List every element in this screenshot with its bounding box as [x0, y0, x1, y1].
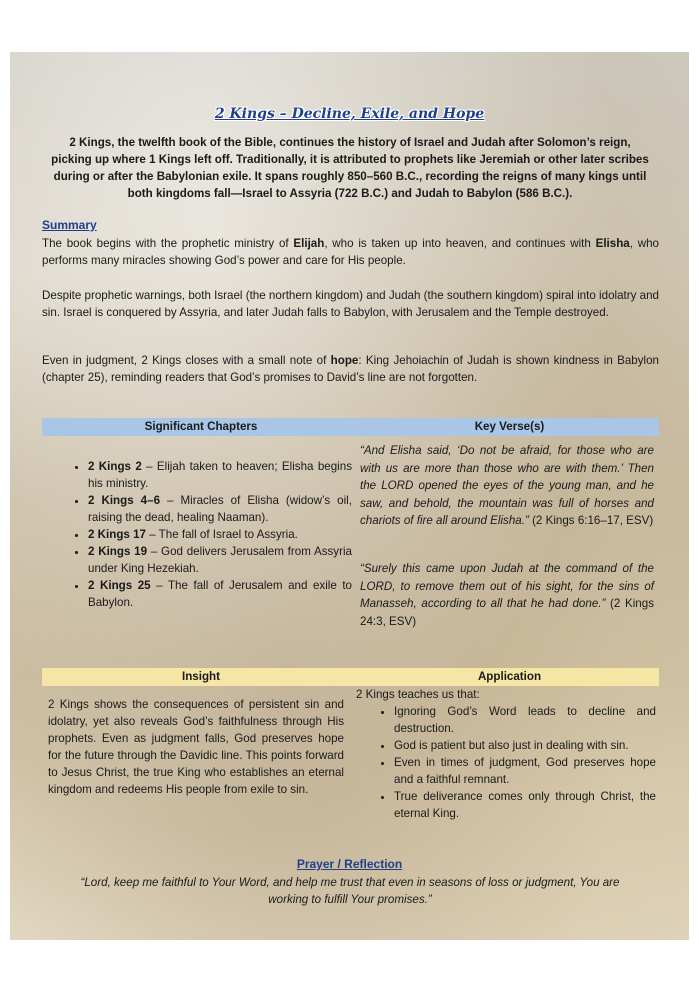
document-page — [10, 52, 689, 940]
list-item: • 2 Kings 2 – Elijah taken to heaven; Elisha begins his ministry. — [88, 458, 352, 492]
hope-bold: hope — [330, 354, 359, 367]
list-item: • God is patient but also just in dealing with sin. — [394, 737, 656, 754]
summary-text: : King Jehoiachin of Judah is shown kindness in Babylon (chapter 25), reminding readers that God’s promises to David’s line are not forgotten. — [42, 354, 660, 384]
significant-chapters-header: Significant Chapters — [42, 418, 360, 436]
prayer-heading: Prayer / Reflection — [296, 857, 403, 871]
insight-text: 2 Kings shows the consequences of persistent sin and idolatry, yet also reveals God’s faithfulness through His prophets. Even as judgment falls, God preserves hope for the future through the Davidic line. This points forward to Jesus Christ, the true King who establishes an eternal kingdom and redeems His people from exile to sin. — [48, 698, 344, 796]
summary-text: , who is taken up into heaven, and continues with — [324, 237, 596, 250]
application-header: Application — [360, 668, 659, 686]
summary-text: , who performs many miracles showing God’s power and care for His people. — [42, 237, 659, 267]
list-item: • Ignoring God’s Word leads to decline and destruction. — [394, 703, 656, 737]
application-cell — [356, 686, 656, 822]
application-intro: 2 Kings teaches us that: — [356, 688, 480, 701]
key-verse-1: “And Elisha said, ‘Do not be afraid, for those who are with us are more than those who are with them.’ Then the LORD opened the eyes of the young man, and he saw, and behold, the mountain was full of horses and chariots of fire all around Elisha.” (2 Kings 6:16–17, ESV) — [360, 444, 654, 527]
list-item: • 2 Kings 17 – The fall of Israel to Assyria. — [88, 526, 352, 543]
key-verse-2: “Surely this came upon Judah at the command of the LORD, to remove them out of his sight, for the sins of Manasseh, according to all that he had done.” (2 Kings 24:3, ESV) — [360, 562, 654, 628]
list-item: • True deliverance comes only through Christ, the eternal King. — [394, 788, 656, 822]
application-list — [356, 703, 656, 822]
list-item: • 2 Kings 25 – The fall of Jerusalem and exile to Babylon. — [88, 577, 352, 611]
summary-text: Even in judgment, 2 Kings closes with a small note of — [42, 354, 331, 367]
summary-paragraph-3 — [42, 352, 659, 386]
summary-paragraph-1 — [42, 235, 659, 269]
list-item: • 2 Kings 19 – God delivers Jerusalem from Assyria under King Hezekiah. — [88, 543, 352, 577]
list-item: • 2 Kings 4–6 – Miracles of Elisha (widow’s oil, raising the dead, healing Naaman). — [88, 492, 352, 526]
elisha-bold: Elisha — [595, 237, 630, 250]
summary-heading: Summary — [42, 218, 97, 232]
chapters-list-cell — [42, 458, 352, 611]
elijah-bold: Elijah — [293, 237, 325, 250]
summary-text: The book begins with the prophetic ministry of — [42, 237, 294, 250]
key-verses-header: Key Verse(s) — [360, 418, 659, 436]
insight-header: Insight — [42, 668, 360, 686]
prayer-text: “Lord, keep me faithful to Your Word, and help me trust that even in seasons of loss or judgment, You are working to fulfill Your promises.” — [80, 876, 620, 906]
chapters-list — [42, 458, 352, 611]
page-title: 2 Kings – Decline, Exile, and Hope — [214, 106, 485, 122]
list-item: • Even in times of judgment, God preserves hope and a faithful remnant. — [394, 754, 656, 788]
intro-paragraph: 2 Kings, the twelfth book of the Bible, continues the history of Israel and Judah after Solomon’s reign, picking up where 1 Kings left off. Traditionally, it is attributed to prophets like Jeremiah or other later scribes during or after the Babylonian exile. It spans roughly 850–560 B.C., recording the reigns of many kings until both kingdoms fall—Israel to Assyria (722 B.C.) and Judah to Babylon (586 B.C.). — [51, 136, 649, 200]
summary-paragraph-2: Despite prophetic warnings, both Israel (the northern kingdom) and Judah (the southern kingdom) spiral into idolatry and sin. Israel is conquered by Assyria, and later Judah falls to Babylon, with Jerusalem and the Temple destroyed. — [42, 289, 659, 319]
